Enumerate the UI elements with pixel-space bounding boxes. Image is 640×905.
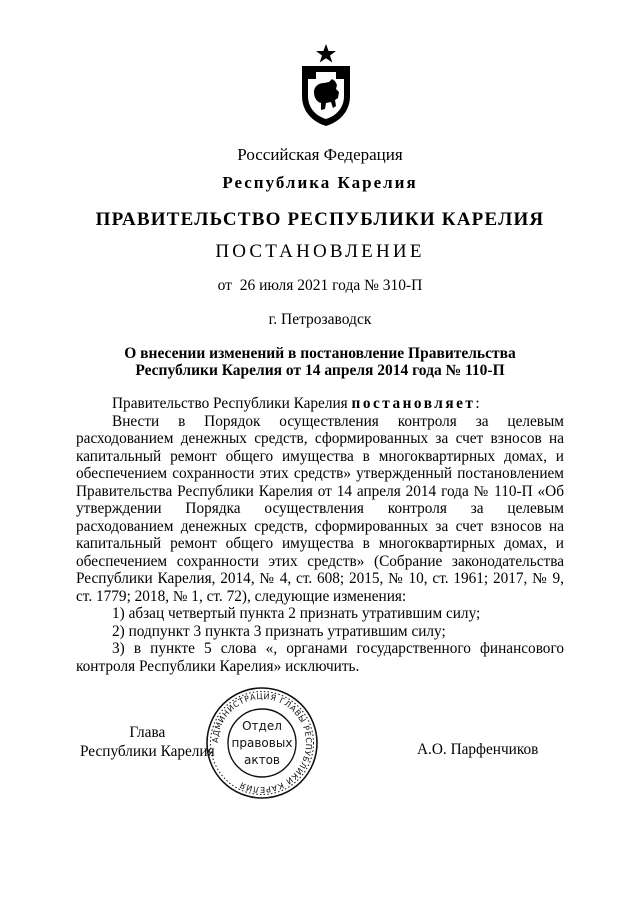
government-title: ПРАВИТЕЛЬСТВО РЕСПУБЛИКИ КАРЕЛИЯ bbox=[95, 209, 545, 230]
signatory-title-line-1: Глава bbox=[129, 724, 166, 741]
lead-text: Правительство Республики Карелия bbox=[112, 395, 352, 412]
main-paragraph: Внести в Порядок осуществления контроля за целевым расходованием денежных средств, сформированных за счет взносов на капитальный ремонт общего имущества в многоквартирных домах, и обеспечением сохранности этих средств» утвержденный постановлением Правительства Республики Карелия от 14 апреля 2014 года № 110-П «Об утверждении Порядка осуществления контроля за целевым расходованием денежных средств, сформированных за счет взносов на капитальный ремонт общего имущества в многоквартирных домах, и обеспечением сохранности этих средств» (Собрание законодательства Республики Карелия, 2014, № 4, ст. 608; 2015, № 10, ст. 1961; 2017, № 9, ст. 1779; 2018, № 1, ст. 72), следующие изменения: bbox=[76, 412, 564, 605]
republic-name: Республика Карелия bbox=[222, 173, 418, 192]
stamp-center-line-2: правовых bbox=[231, 736, 293, 750]
stamp-ring-text: АДМИНИСТРАЦИЯ ГЛАВЫ РЕСПУБЛИКИ КАРЕЛИЯ bbox=[210, 691, 314, 795]
change-item-3: 3) в пункте 5 слова «, органами государственного финансового контроля Республики Карелия» исключить. bbox=[76, 640, 564, 675]
official-stamp bbox=[204, 685, 320, 801]
signatory-title bbox=[80, 723, 215, 761]
stamp-center-line-3: актов bbox=[243, 753, 281, 767]
document-type: ПОСТАНОВЛЕНИЕ bbox=[215, 241, 425, 262]
change-item-2: 2) подпункт 3 пункта 3 признать утратившим силу; bbox=[112, 622, 446, 640]
lead-action: постановляет bbox=[351, 395, 476, 412]
document-city: г. Петрозаводск bbox=[268, 311, 372, 328]
document-subject bbox=[0, 345, 640, 379]
signatory-title-line-2: Республики Карелия bbox=[80, 743, 215, 760]
change-item-1: 1) абзац четвертый пункта 2 признать утратившим силу; bbox=[112, 605, 481, 622]
document-body bbox=[76, 395, 564, 675]
stamp-center-line-1: Отдел bbox=[242, 719, 282, 733]
karelia-coat-of-arms-icon bbox=[299, 42, 353, 128]
subject-line-2: Республики Карелия от 14 апреля 2014 года № 110-П bbox=[135, 362, 505, 379]
lead-paragraph bbox=[76, 395, 564, 413]
country-name: Российская Федерация bbox=[237, 145, 403, 164]
document-date-number: от 26 июля 2021 года № 310-П bbox=[217, 277, 423, 294]
emblem-star bbox=[316, 44, 336, 63]
subject-line-1: О внесении изменений в постановление Правительства bbox=[124, 345, 516, 362]
signatory-name: А.О. Парфенчиков bbox=[417, 741, 539, 758]
lead-colon: : bbox=[475, 395, 480, 412]
